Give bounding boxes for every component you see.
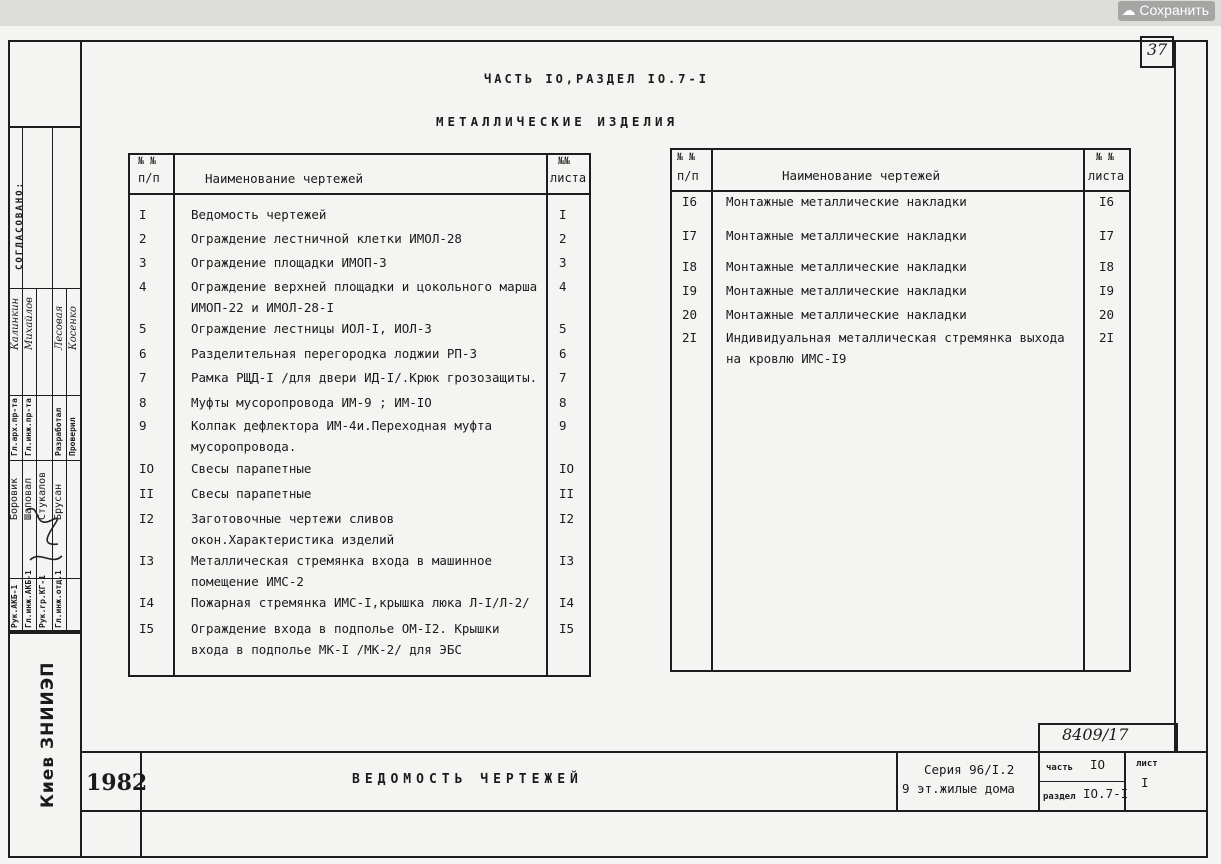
row-num: 2: [139, 231, 147, 246]
row-name: Ограждение площадки ИМОП-3: [191, 255, 387, 270]
signature-scribble: [22, 500, 66, 570]
save-button-label: Сохранить: [1139, 2, 1209, 18]
stamp-series: Серия 96/I.2: [924, 762, 1015, 777]
row-sheet: II: [559, 486, 575, 501]
approval-role-right: Разработал: [54, 407, 63, 456]
approval-signer: Лесовая: [54, 305, 65, 350]
left-col-name: Наименование чертежей: [205, 171, 364, 186]
left-table-header-line: [128, 193, 591, 195]
row-num: I5: [139, 621, 155, 636]
right-table: [670, 148, 1131, 672]
stamp-year: 1982: [86, 770, 148, 796]
approval-signer: Михайлов: [24, 297, 35, 350]
row-num: 7: [139, 370, 147, 385]
approval-row-1: [8, 288, 80, 289]
stamp-divider-1: [140, 751, 142, 858]
stamp-divider-2: [896, 751, 898, 811]
header-title: МЕТАЛЛИЧЕСКИЕ ИЗДЕЛИЯ: [436, 114, 679, 129]
row-name: Индивидуальная металлическая стремянка выхода на кровлю ИМС-I9: [726, 330, 1065, 366]
row-name: Ведомость чертежей: [191, 207, 327, 222]
row-num: I2: [139, 511, 155, 526]
right-col-num-1: № №: [677, 152, 696, 163]
row-sheet: 20: [1099, 307, 1115, 322]
row-num: I6: [682, 194, 698, 209]
row-sheet: I6: [1099, 194, 1115, 209]
row-sheet: 3: [559, 255, 567, 270]
approval-role: Гл.инж.отд.1: [54, 570, 63, 628]
row-num: 8: [139, 395, 147, 410]
left-table-col1: [173, 153, 175, 677]
org-top-line: [8, 632, 80, 634]
approval-signer: Калинкин: [10, 297, 21, 350]
row-name: Пожарная стремянка ИМС-I,крышка люка Л-I/Л-2/: [191, 595, 530, 610]
left-table-col2: [546, 153, 548, 677]
row-name: Монтажные металлические накладки: [726, 194, 967, 209]
row-name: Ограждение входа в подполье ОМ-I2. Крышки входа в подполье МК-I /МК-2/ для ЭБС: [191, 621, 500, 657]
row-name: Муфты мусоропровода ИМ-9 ; ИМ-IO: [191, 395, 432, 410]
row-sheet: I8: [1099, 259, 1115, 274]
row-num: 5: [139, 321, 147, 336]
stamp-title: ВЕДОМОСТЬ ЧЕРТЕЖЕЙ: [352, 772, 583, 787]
stamp-houses: 9 эт.жилые дома: [902, 781, 1015, 796]
stamp-mid-line: [1038, 781, 1126, 782]
cloud-icon: ☁: [1121, 2, 1140, 18]
right-table-col2: [1083, 148, 1085, 672]
row-name: Рамка РЩД-I /для двери ИД-I/.Крюк грозозащиты.: [191, 370, 538, 385]
row-name: Монтажные металлические накладки: [726, 307, 967, 322]
row-num: I8: [682, 259, 698, 274]
row-num: 3: [139, 255, 147, 270]
approval-name: Стукалов: [37, 471, 48, 520]
stamp-section-label: раздел: [1043, 792, 1076, 802]
row-sheet: I9: [1099, 283, 1115, 298]
row-sheet: 6: [559, 346, 567, 361]
row-num: IO: [139, 461, 155, 476]
left-col-num-2: п/п: [138, 171, 160, 185]
row-sheet: I3: [559, 553, 575, 568]
inner-frame-left: [80, 40, 82, 858]
row-sheet: 5: [559, 321, 567, 336]
approval-role: Гл.инж.АКБ-1: [24, 570, 33, 628]
row-sheet: I4: [559, 595, 575, 610]
approval-name: Боровик: [9, 477, 20, 520]
row-sheet: 2I: [1099, 330, 1115, 345]
row-num: I3: [139, 553, 155, 568]
row-sheet: IO: [559, 461, 575, 476]
left-col-sheet-1: №№: [558, 156, 571, 167]
stamp-sheet-label: лист: [1136, 759, 1158, 769]
row-sheet: I: [559, 207, 567, 222]
row-name: Ограждение верхней площадки и цокольного марша ИМОП-22 и ИМОЛ-28-I: [191, 279, 538, 315]
row-num: 9: [139, 418, 147, 433]
approval-role-right: Проверил: [68, 417, 77, 456]
row-sheet: I7: [1099, 228, 1115, 243]
approval-name: Шаповал: [23, 477, 34, 520]
row-sheet: I2: [559, 511, 575, 526]
save-button[interactable]: [1118, 1, 1215, 21]
approval-name: Брусан: [53, 483, 64, 520]
approval-role-right: Гл.инж.пр-та: [24, 398, 33, 456]
approval-role-right: Гл.арх.пр-та: [10, 398, 19, 456]
inner-frame-right: [1174, 40, 1176, 752]
right-col-sheet-2: листа: [1088, 169, 1125, 183]
stamp-part-label: часть: [1046, 763, 1074, 773]
row-sheet: 7: [559, 370, 567, 385]
row-num: 6: [139, 346, 147, 361]
row-name: Заготовочные чертежи сливов окон.Характеристика изделий: [191, 511, 395, 547]
row-name: Разделительная перегородка лоджии РП-3: [191, 346, 477, 361]
row-num: I4: [139, 595, 155, 610]
header-part: ЧАСТЬ IO,РАЗДЕЛ IO.7-I: [484, 72, 709, 86]
approval-row-3: [8, 460, 80, 461]
row-sheet: I5: [559, 621, 575, 636]
row-name: Свесы парапетные: [191, 461, 312, 476]
stamp-bottom-line: [80, 810, 1208, 812]
approval-agreed-label: СОГЛАСОВАНО:: [15, 180, 25, 270]
right-col-sheet-1: № №: [1096, 152, 1115, 163]
row-name: Ограждение лестничной клетки ИМОЛ-28: [191, 231, 462, 246]
right-col-num-2: п/п: [677, 169, 699, 183]
row-num: II: [139, 486, 155, 501]
approval-signer: Косенко: [68, 306, 79, 350]
right-table-col1: [711, 148, 713, 672]
left-col-num-1: № №: [138, 156, 157, 167]
right-table-header-line: [670, 190, 1131, 192]
page-number: 37: [1147, 40, 1168, 59]
left-col-sheet-2: листа: [550, 171, 587, 185]
right-col-name: Наименование чертежей: [782, 168, 941, 183]
row-name: Колпак дефлектора ИМ-4и.Переходная муфта мусоропровода.: [191, 418, 493, 454]
stamp-part-value: IO: [1090, 757, 1106, 772]
row-name: Монтажные металлические накладки: [726, 259, 967, 274]
approval-role: Рук.АКБ-1: [10, 584, 19, 628]
row-sheet: 2: [559, 231, 567, 246]
row-num: 4: [139, 279, 147, 294]
row-num: 20: [682, 307, 698, 322]
row-name: Ограждение лестницы ИОЛ-I, ИОЛ-3: [191, 321, 432, 336]
row-num: I7: [682, 228, 698, 243]
row-name: Монтажные металлические накладки: [726, 228, 967, 243]
row-name: Металлическая стремянка входа в машинное помещение ИМС-2: [191, 553, 493, 589]
row-name: Свесы парапетные: [191, 486, 312, 501]
row-num: I: [139, 207, 147, 222]
row-sheet: 9: [559, 418, 567, 433]
approval-row-2: [8, 395, 80, 396]
org-name: Киев ЗНИИЭП: [38, 661, 58, 808]
row-sheet: 4: [559, 279, 567, 294]
doc-number: 8409/17: [1062, 725, 1129, 744]
row-num: I9: [682, 283, 698, 298]
row-num: 2I: [682, 330, 698, 345]
approval-role: Рук.гр.КГ-1: [38, 575, 47, 628]
stamp-section-value: IO.7-I: [1083, 786, 1129, 801]
row-sheet: 8: [559, 395, 567, 410]
row-name: Монтажные металлические накладки: [726, 283, 967, 298]
browser-top-bar: [0, 0, 1221, 26]
stamp-sheet-value: I: [1141, 775, 1149, 790]
